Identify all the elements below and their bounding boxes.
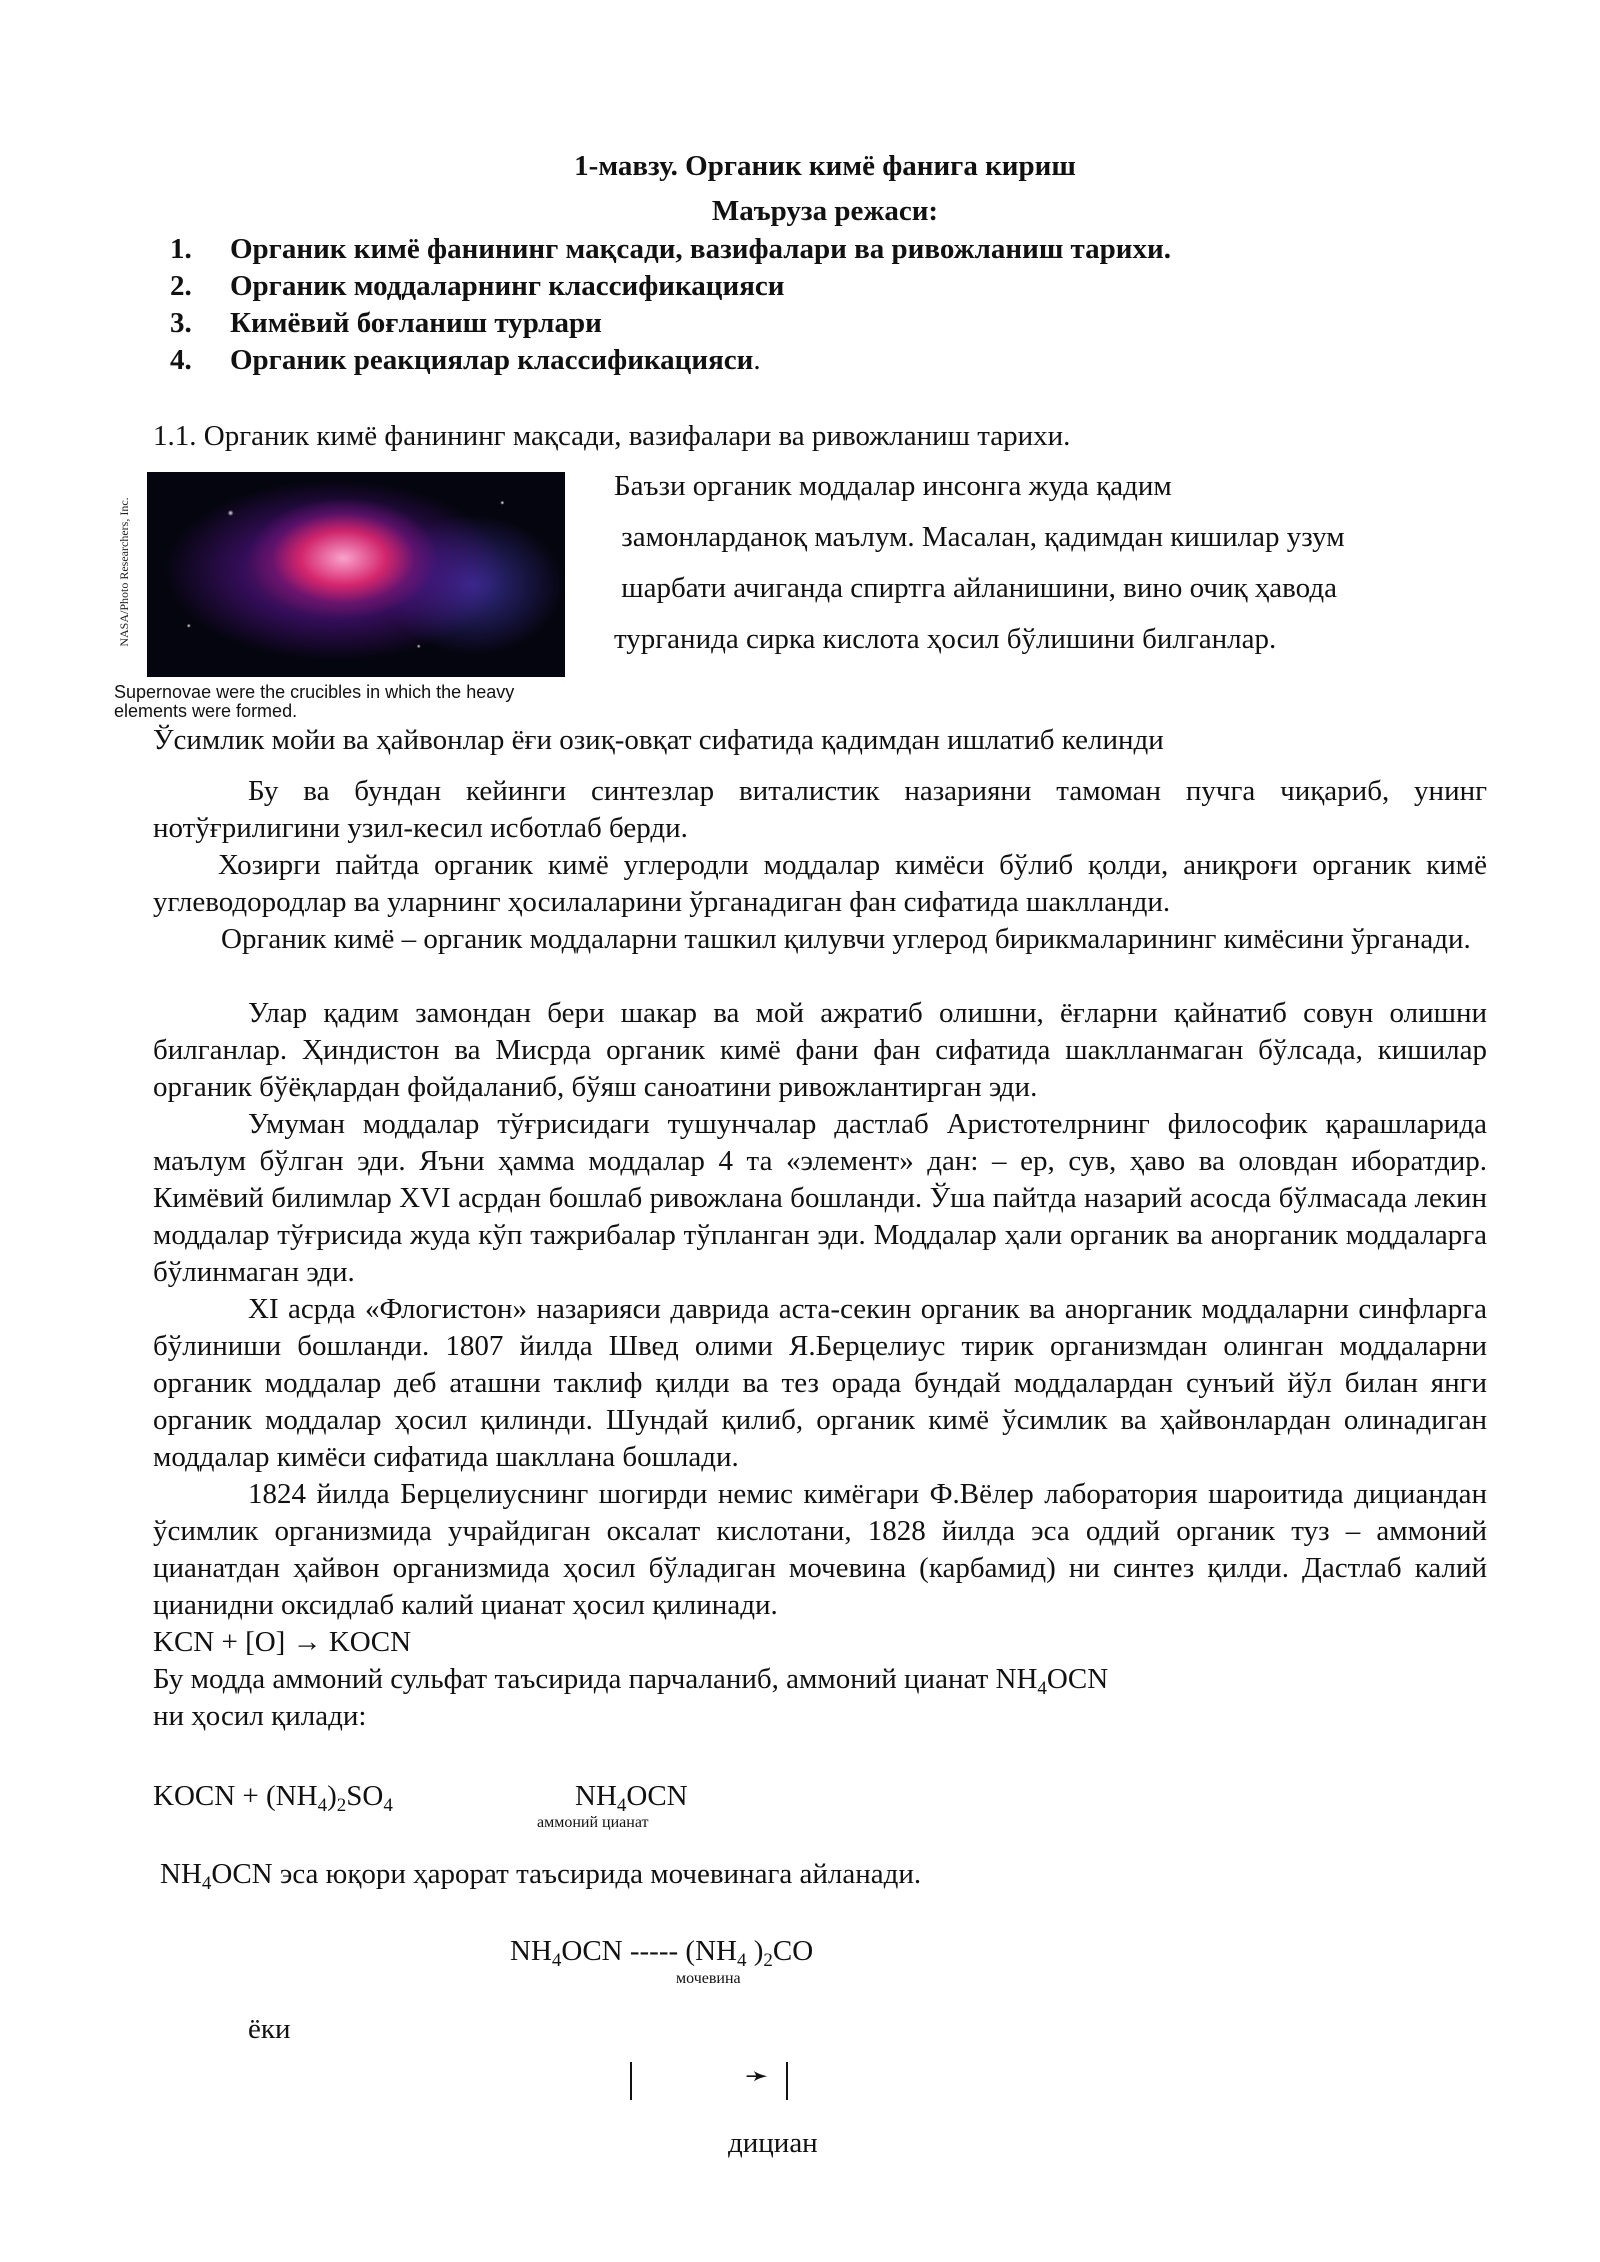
side-text-line: замонларданоқ маълум. Масалан, қадимдан кишилар узум bbox=[614, 521, 1345, 553]
plan-heading: Маъруза режаси: bbox=[711, 195, 939, 227]
paragraph: Хозирги пайтда органик кимё углеродли моддалар кимёси бўлиб қолди, аниқроғи органик кимё углеводородлар ва уларнинг ҳосилаларини ўрганадиган фан сифатида шаклланди. bbox=[153, 849, 1487, 918]
section-heading: 1.1. Органик кимё фанининг мақсади, вазифалари ва ривожланиш тарихи. bbox=[153, 420, 1071, 452]
equation-kcn: KCN + [O] → KOCN bbox=[153, 1626, 412, 1658]
plan-item: 1. Органик кимё фанининг мақсади, вазифалари ва ривожланиш тарихи. bbox=[170, 233, 1171, 265]
supernova-figure bbox=[112, 470, 572, 740]
paragraph: 1824 йилда Берцелиуснинг шогирди немис кимёгари Ф.Вёлер лаборатория шароитида дициандан ўсимлик организмида учрайдиган оксалат кислотани, 1828 йилда эса оддий органик туз – аммоний цианатдан ҳайвон организмида ҳосил бўладиган мочевина (карбамид) ни синтез қилди. Дастлаб калий цианидни оксидлаб калий цианат ҳосил қилинади. bbox=[153, 1478, 1487, 1621]
bond-line-left bbox=[630, 2062, 632, 2100]
equation-kocn-lhs: KOCN + $(NH_4)_2SO_4$ bbox=[153, 1780, 393, 1816]
side-text-line: турганида сирка кислота ҳосил бўлишини билганлар. bbox=[614, 623, 1277, 655]
page-title: 1-мавзу. Органик кимё фанига кириш bbox=[574, 150, 1076, 182]
paragraph: Умуман моддалар тўғрисидаги тушунчалар дастлаб Аристотелрнинг философик қарашларида маълум бўлган эди. Яъни ҳамма моддалар 4 та «элемент» дан: – ер, сув, ҳаво ва оловдан иборатдир. Кимёвий билимлар XVI асрдан бошлаб ривожлана бошланди. Ўша пайтда назарий асосда бўлмасада лекин моддалар тўғрисида жуда кўп тажрибалар тўпланган эди. Моддалар ҳали органик ва анорганик моддаларга бўлинмаган эди. bbox=[153, 1108, 1487, 1288]
or-word: ёки bbox=[248, 2013, 291, 2045]
label-dicyan: дициан bbox=[728, 2127, 818, 2159]
label-ammonium-cyanate: аммоний цианат bbox=[537, 1814, 649, 1831]
paragraph: Органик кимё – органик моддаларни ташкил қилувчи углерод бирикмаларининг кимёсини ўрганади. bbox=[221, 923, 1471, 955]
plan-list bbox=[170, 231, 1171, 379]
side-text-line: Баъзи органик моддалар инсонга жуда қадим bbox=[614, 470, 1172, 502]
figure-caption: Supernovae were the crucibles in which the heavy elements were formed. bbox=[114, 682, 515, 721]
plan-item: 3. Кимёвий боғланиш турлари bbox=[170, 307, 602, 339]
paragraph: XI асрда «Флогистон» назарияси даврида аста-секин органик ва анорганик моддаларни синфларга бўлиниши бошланди. 1807 йилда Швед олими Я.Берцелиус тирик организмдан олинган моддаларни органик моддалар деб аташни таклиф қилди ва тез орада бундай моддалардан сунъий йўл билан янги органик моддалар ҳосил қилинди. Шундай қилиб, органик кимё ўсимлик ва ҳайвонлардан олинадиган моддалар кимёси сифатида шакллана бошлади. bbox=[153, 1293, 1487, 1473]
equation-urea: $NH_4OCN$ ----- ($NH_4$ )$_2CO$ bbox=[510, 1935, 814, 1971]
image-credit: NASA/Photo Researchers, Inc. bbox=[117, 497, 131, 647]
arrow-icon: ➛ bbox=[745, 2061, 769, 2092]
paragraph: Бу ва бундан кейинги синтезлар виталистик назарияни тамоман пучга чиқариб, унинг нотўғрилигини узил-кесил исботлаб берди. bbox=[153, 775, 1487, 844]
overlapped-line: Ўсимлик мойи ва ҳайвонлар ёғи озиқ-овқат сифатида қадимдан ишлатиб келинди bbox=[153, 724, 1164, 756]
supernova-image bbox=[147, 472, 565, 677]
paragraph: Улар қадим замондан бери шакар ва мой ажратиб олишни, ёғларни қайнатиб совун олишни билганлар. Ҳиндистон ва Мисрда органик кимё фани фан сифатида шаклланмаган бўлсада, кишилар органик бўёқлардан фойдаланиб, бўяш саноатини ривожлантирган эди. bbox=[153, 997, 1487, 1103]
text-line: $NH_4OCN$ эса юқори ҳарорат таъсирида мочевинага айланади. bbox=[160, 1858, 922, 1894]
plan-item: 4. Органик реакциялар классификацияси. bbox=[170, 344, 761, 376]
equation-kocn-rhs: $NH_4OCN$ bbox=[575, 1780, 688, 1816]
bond-line-right bbox=[786, 2062, 788, 2100]
plan-item: 2. Органик моддаларнинг классификацияси bbox=[170, 270, 785, 302]
label-urea: мочевина bbox=[676, 1970, 741, 1987]
side-text-line: шарбати ачиганда спиртга айланишини, вино очиқ ҳавода bbox=[614, 572, 1337, 604]
text-line: Бу модда аммоний сульфат таъсирида парчаланиб, аммоний цианат $NH_4OCN$ bbox=[153, 1663, 1109, 1699]
text-line: ни ҳосил қилади: bbox=[153, 1700, 367, 1732]
